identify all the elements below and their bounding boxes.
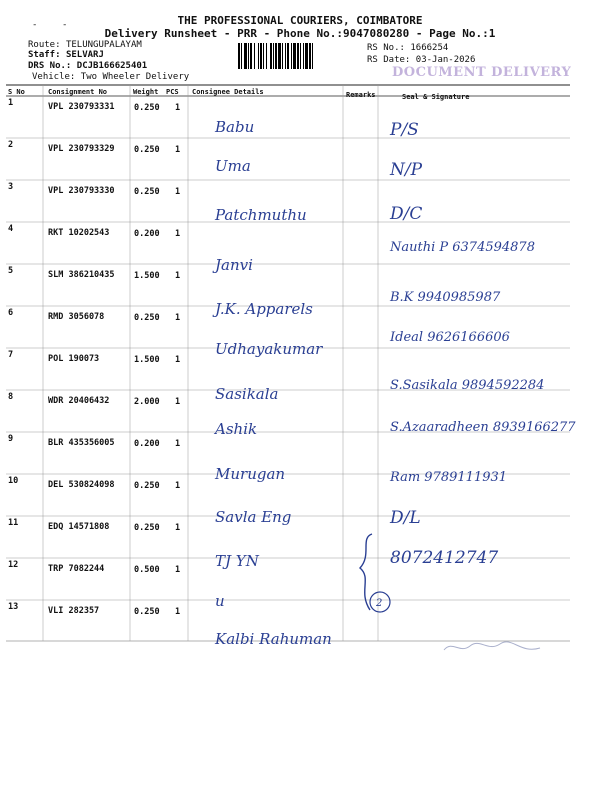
row-consignment: RMD 3056078 — [48, 312, 105, 322]
row-pcs: 1 — [175, 439, 181, 449]
row-pcs: 1 — [175, 103, 181, 113]
row-consignment: POL 190073 — [48, 354, 100, 364]
row-pcs: 1 — [175, 355, 181, 365]
row-pcs: 1 — [175, 271, 181, 281]
rs-date-label: RS Date: — [367, 55, 411, 65]
row-pcs: 1 — [175, 607, 181, 617]
row-weight: 0.250 — [134, 145, 160, 155]
row-sno: 11 — [8, 518, 19, 528]
row-pcs: 1 — [175, 229, 181, 239]
row-sno: 1 — [8, 98, 14, 108]
row-consignee: Babu — [215, 118, 255, 136]
col-header-consignment: Consignment No — [48, 88, 108, 96]
corner-dash-left: - — [32, 20, 38, 30]
row-weight: 0.200 — [134, 229, 160, 239]
row-consignee: Uma — [215, 157, 251, 175]
row-sno: 8 — [8, 392, 14, 402]
row-consignee: u — [215, 592, 225, 610]
col-header-remarks: Remarks — [346, 91, 376, 99]
row-seal: 8072412747 — [390, 548, 499, 568]
row-sno: 4 — [8, 224, 14, 234]
vehicle-value: Two Wheeler Delivery — [80, 72, 190, 82]
row-pcs: 1 — [175, 481, 181, 491]
drs-value: DCJB166625401 — [76, 61, 148, 71]
col-header-sno: S No — [8, 88, 25, 96]
row-weight: 0.250 — [134, 103, 160, 113]
row-consignment: DEL 530824098 — [48, 480, 115, 490]
row-sno: 9 — [8, 434, 14, 444]
route-label: Route: — [28, 40, 61, 50]
row-sno: 2 — [8, 140, 14, 150]
row-consignee: Sasikala — [215, 385, 279, 403]
row-sno: 12 — [8, 560, 19, 570]
row-consignment: VPL 230793329 — [48, 144, 115, 154]
row-pcs: 1 — [175, 565, 181, 575]
route-value: TELUNGUPALAYAM — [65, 40, 142, 50]
faint-signature — [440, 636, 550, 658]
row-sno: 7 — [8, 350, 14, 360]
row-consignee: Janvi — [215, 256, 253, 274]
row-consignee: Ashik — [215, 420, 258, 438]
row-consignment: TRP 7082244 — [48, 564, 105, 574]
row-weight: 0.500 — [134, 565, 160, 575]
row-consignee: J.K. Apparels — [215, 300, 313, 318]
row-pcs: 1 — [175, 145, 181, 155]
row-consignee: Patchmuthu — [215, 206, 307, 224]
row-weight: 0.250 — [134, 481, 160, 491]
rs-no-label: RS No.: — [367, 43, 405, 53]
row-sno: 10 — [8, 476, 19, 486]
row-consignee: Kalbi Rahuman — [215, 630, 332, 648]
row-pcs: 1 — [175, 313, 181, 323]
row-pcs: 1 — [175, 187, 181, 197]
row-sno: 5 — [8, 266, 14, 276]
col-header-consignee: Consignee Details — [192, 88, 264, 96]
staff-value: SELVARJ — [65, 50, 104, 60]
row-seal: D/C — [390, 204, 423, 224]
row-weight: 0.250 — [134, 607, 160, 617]
row-consignment: VPL 230793331 — [48, 102, 115, 112]
vehicle-label: Vehicle: — [32, 72, 76, 82]
document-delivery-stamp: DOCUMENT DELIVERY — [392, 65, 572, 80]
row-sno: 6 — [8, 308, 14, 318]
row-consignee: TJ YN — [215, 552, 259, 570]
row-consignment: BLR 435356005 — [48, 438, 115, 448]
row-consignment: RKT 10202543 — [48, 228, 110, 238]
row-consignee: Murugan — [215, 465, 286, 483]
row-seal: Nauthi P 6374594878 — [390, 240, 535, 255]
row-consignment: WDR 20406432 — [48, 396, 110, 406]
row-weight: 2.000 — [134, 397, 160, 407]
col-header-seal: Seal & Signature — [402, 93, 470, 101]
col-header-pcs: PCS — [166, 88, 179, 96]
row-seal: S.Azaaradheen 8939166277 — [390, 420, 576, 435]
row-consignee: Udhayakumar — [215, 340, 323, 358]
row-seal: N/P — [390, 160, 423, 180]
svg-text:2: 2 — [376, 598, 383, 609]
row-weight: 1.500 — [134, 271, 160, 281]
row-consignment: VLI 282357 — [48, 606, 100, 616]
row-sno: 13 — [8, 602, 19, 612]
row-pcs: 1 — [175, 397, 181, 407]
rs-no-value: 1666254 — [410, 43, 449, 53]
row-seal: S.Sasikala 9894592284 — [390, 378, 545, 393]
row-weight: 0.250 — [134, 187, 160, 197]
row-consignment: SLM 386210435 — [48, 270, 115, 280]
staff-label: Staff: — [28, 50, 61, 60]
rs-date-value: 03-Jan-2026 — [415, 55, 476, 65]
row-weight: 0.250 — [134, 313, 160, 323]
row-pcs: 1 — [175, 523, 181, 533]
runsheet-subtitle: Delivery Runsheet - PRR - Phone No.:9047080280 - Page No.:1 — [104, 27, 496, 40]
row-weight: 0.200 — [134, 439, 160, 449]
row-seal: B.K 9940985987 — [390, 290, 501, 305]
row-consignment: EDQ 14571808 — [48, 522, 110, 532]
col-header-weight: Weight — [133, 88, 159, 96]
company-title: THE PROFESSIONAL COURIERS, COIMBATORE — [177, 14, 423, 27]
corner-dash-right: - — [62, 20, 68, 30]
row-consignment: VPL 230793330 — [48, 186, 115, 196]
row-seal: P/S — [390, 120, 419, 140]
row-weight: 0.250 — [134, 523, 160, 533]
bracket-mark — [350, 530, 400, 620]
row-seal: D/L — [390, 508, 421, 528]
drs-label: DRS No.: — [28, 61, 72, 71]
row-seal: Ram 9789111931 — [390, 470, 508, 485]
row-seal: Ideal 9626166606 — [390, 330, 510, 345]
row-sno: 3 — [8, 182, 14, 192]
row-consignee: Savla Eng — [215, 508, 292, 526]
row-weight: 1.500 — [134, 355, 160, 365]
